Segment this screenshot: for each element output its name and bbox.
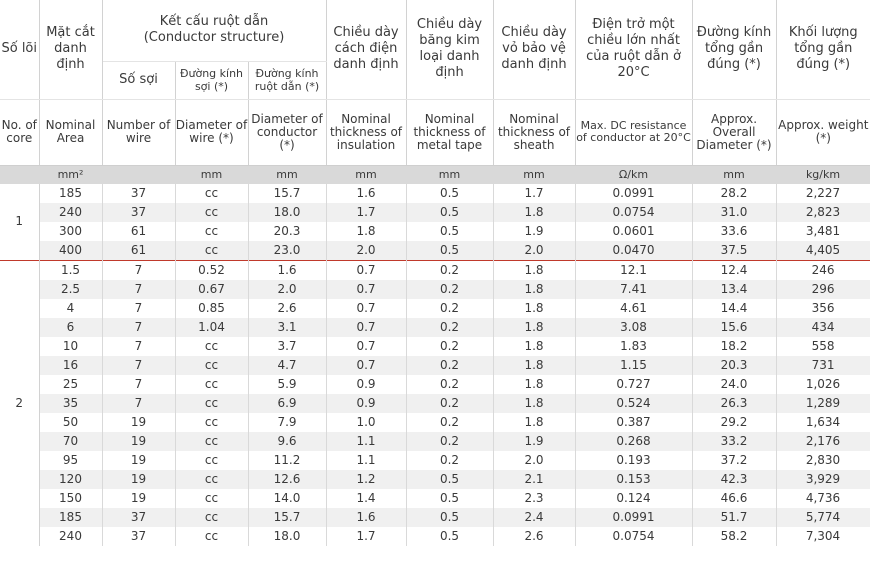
units-row [0, 165, 870, 184]
table-cell: 0.52 [175, 260, 248, 280]
table-cell: 0.524 [575, 394, 692, 413]
table-cell: 3.7 [248, 337, 326, 356]
table-cell: 2.3 [493, 489, 575, 508]
table-row [0, 413, 870, 432]
header-diameter-en: Approx. Overall Diameter (*) [692, 99, 776, 165]
table-cell: 7.9 [248, 413, 326, 432]
unit-cell: mm [406, 165, 493, 184]
table-cell: 1.7 [493, 184, 575, 203]
table-cell: 1.8 [326, 222, 406, 241]
table-row [0, 489, 870, 508]
table-cell: 2,227 [776, 184, 870, 203]
table-cell: 2.6 [493, 527, 575, 546]
header-resistance-vi: Điện trở một chiều lớn nhất của ruột dẫn ở 20°C [575, 0, 692, 99]
table-cell: 7 [102, 394, 175, 413]
table-row [0, 394, 870, 413]
unit-cell: Ω/km [575, 165, 692, 184]
table-cell: 0.7 [326, 337, 406, 356]
table-cell: 150 [39, 489, 102, 508]
table-cell: cc [175, 413, 248, 432]
table-cell: 1.6 [248, 260, 326, 280]
table-cell: 0.5 [406, 184, 493, 203]
table-cell: 1.6 [326, 184, 406, 203]
table-cell: 1.1 [326, 451, 406, 470]
table-cell: 1.5 [39, 260, 102, 280]
table-cell: 2.4 [493, 508, 575, 527]
table-cell: cc [175, 432, 248, 451]
table-cell: 23.0 [248, 241, 326, 261]
table-cell: 240 [39, 527, 102, 546]
table-row [0, 203, 870, 222]
table-cell: 1.1 [326, 432, 406, 451]
table-cell: 33.2 [692, 432, 776, 451]
table-cell: 11.2 [248, 451, 326, 470]
header-area-en: Nominal Area [39, 99, 102, 165]
table-cell: 434 [776, 318, 870, 337]
header-core-en: No. of core [0, 99, 39, 165]
header-diameter-vi: Đường kính tổng gần đúng (*) [692, 0, 776, 99]
table-cell: 51.7 [692, 508, 776, 527]
table-cell: 0.387 [575, 413, 692, 432]
unit-cell: mm [326, 165, 406, 184]
table-cell: 1.04 [175, 318, 248, 337]
table-cell: 0.0991 [575, 184, 692, 203]
table-cell: 1.7 [326, 527, 406, 546]
table-cell: 296 [776, 280, 870, 299]
table-cell: 19 [102, 489, 175, 508]
table-cell: 0.7 [326, 280, 406, 299]
header-wire-dia-vi: Đường kính sợi (*) [175, 61, 248, 99]
table-cell: 2,823 [776, 203, 870, 222]
table-cell: 0.727 [575, 375, 692, 394]
table-cell: 1.8 [493, 280, 575, 299]
table-cell: 0.2 [406, 432, 493, 451]
table-cell: 185 [39, 508, 102, 527]
unit-cell: mm² [39, 165, 102, 184]
table-cell: 1,026 [776, 375, 870, 394]
table-cell: 0.5 [406, 203, 493, 222]
header-weight-en: Approx. weight (*) [776, 99, 870, 165]
table-row [0, 508, 870, 527]
core-count-cell: 2 [0, 260, 39, 546]
table-cell: cc [175, 356, 248, 375]
table-row [0, 527, 870, 546]
table-cell: 0.7 [326, 299, 406, 318]
table-cell: 61 [102, 241, 175, 261]
table-cell: 0.2 [406, 413, 493, 432]
table-cell: 1,634 [776, 413, 870, 432]
table-cell: 0.2 [406, 299, 493, 318]
table-cell: cc [175, 184, 248, 203]
table-cell: 0.2 [406, 280, 493, 299]
table-cell: 26.3 [692, 394, 776, 413]
table-cell: 1.8 [493, 299, 575, 318]
table-cell: 0.5 [406, 470, 493, 489]
table-cell: 2.0 [493, 451, 575, 470]
table-cell: 0.0754 [575, 527, 692, 546]
table-row [0, 184, 870, 203]
table-cell: 14.0 [248, 489, 326, 508]
table-cell: 1.8 [493, 337, 575, 356]
table-cell: 0.0754 [575, 203, 692, 222]
table-cell: 19 [102, 470, 175, 489]
table-cell: 46.6 [692, 489, 776, 508]
table-cell: 120 [39, 470, 102, 489]
table-cell: 18.0 [248, 527, 326, 546]
table-cell: 2.0 [248, 280, 326, 299]
table-cell: 0.5 [406, 222, 493, 241]
table-cell: 4,736 [776, 489, 870, 508]
table-cell: 4,405 [776, 241, 870, 261]
table-cell: 15.6 [692, 318, 776, 337]
table-cell: 246 [776, 260, 870, 280]
table-cell: 7 [102, 375, 175, 394]
table-cell: 50 [39, 413, 102, 432]
table-cell: 1.7 [326, 203, 406, 222]
core-count-cell: 1 [0, 184, 39, 261]
header-tape-vi: Chiều dày băng kim loại danh định [406, 0, 493, 99]
table-cell: 0.268 [575, 432, 692, 451]
table-cell: 18.0 [248, 203, 326, 222]
table-cell: 2.6 [248, 299, 326, 318]
table-cell: 16 [39, 356, 102, 375]
table-cell: 240 [39, 203, 102, 222]
table-cell: 4.7 [248, 356, 326, 375]
table-cell: 0.7 [326, 356, 406, 375]
table-cell: cc [175, 375, 248, 394]
table-cell: 356 [776, 299, 870, 318]
table-cell: 0.193 [575, 451, 692, 470]
table-cell: 37 [102, 203, 175, 222]
table-cell: 95 [39, 451, 102, 470]
table-cell: 0.5 [406, 489, 493, 508]
header-insulation-en: Nominal thickness of insulation [326, 99, 406, 165]
table-cell: 0.0601 [575, 222, 692, 241]
table-cell: 37 [102, 184, 175, 203]
table-cell: 29.2 [692, 413, 776, 432]
table-cell: 18.2 [692, 337, 776, 356]
table-cell: 558 [776, 337, 870, 356]
table-cell: 0.0470 [575, 241, 692, 261]
table-cell: cc [175, 203, 248, 222]
table-row [0, 356, 870, 375]
table-cell: 12.1 [575, 260, 692, 280]
table-cell: 1.8 [493, 203, 575, 222]
table-row [0, 280, 870, 299]
table-cell: 0.2 [406, 375, 493, 394]
table-cell: 0.7 [326, 260, 406, 280]
table-cell: 1.9 [493, 432, 575, 451]
table-row [0, 470, 870, 489]
header-wire-dia-en: Diameter of wire (*) [175, 99, 248, 165]
table-cell: cc [175, 489, 248, 508]
table-cell: 13.4 [692, 280, 776, 299]
table-cell: 0.85 [175, 299, 248, 318]
table-cell: 1.2 [326, 470, 406, 489]
table-cell: 1.8 [493, 413, 575, 432]
table-cell: 1.9 [493, 222, 575, 241]
table-cell: 0.5 [406, 241, 493, 261]
unit-cell [0, 165, 39, 184]
table-cell: 9.6 [248, 432, 326, 451]
table-cell: 0.153 [575, 470, 692, 489]
table-cell: 0.5 [406, 527, 493, 546]
table-cell: 4 [39, 299, 102, 318]
table-cell: 35 [39, 394, 102, 413]
table-cell: 19 [102, 413, 175, 432]
header-wires-vi: Số sợi [102, 61, 175, 99]
table-cell: 6 [39, 318, 102, 337]
table-cell: 3,929 [776, 470, 870, 489]
table-row [0, 432, 870, 451]
table-cell: 7 [102, 318, 175, 337]
table-cell: 0.2 [406, 318, 493, 337]
table-cell: 20.3 [248, 222, 326, 241]
table-cell: 7 [102, 299, 175, 318]
unit-cell: mm [493, 165, 575, 184]
header-cond-dia-vi: Đường kính ruột dẫn (*) [248, 61, 326, 99]
unit-cell: mm [692, 165, 776, 184]
table-cell: 0.0991 [575, 508, 692, 527]
table-cell: 37.5 [692, 241, 776, 261]
table-cell: 15.7 [248, 508, 326, 527]
table-cell: 37 [102, 508, 175, 527]
header-sheath-en: Nominal thickness of sheath [493, 99, 575, 165]
table-cell: 19 [102, 432, 175, 451]
header-structure [102, 0, 326, 61]
table-cell: 7 [102, 260, 175, 280]
table-cell: 7 [102, 280, 175, 299]
table-cell: 1.8 [493, 375, 575, 394]
table-cell: 10 [39, 337, 102, 356]
table-cell: 2.0 [493, 241, 575, 261]
table-cell: 0.124 [575, 489, 692, 508]
table-cell: 2.5 [39, 280, 102, 299]
table-cell: cc [175, 241, 248, 261]
unit-cell [102, 165, 175, 184]
header-sheath-vi: Chiều dày vỏ bảo vệ danh định [493, 0, 575, 99]
table-cell: cc [175, 451, 248, 470]
table-cell: 3,481 [776, 222, 870, 241]
table-row [0, 375, 870, 394]
table-cell: 0.2 [406, 337, 493, 356]
table-cell: 1.8 [493, 318, 575, 337]
table-cell: 7,304 [776, 527, 870, 546]
table-row [0, 337, 870, 356]
table-cell: 2,830 [776, 451, 870, 470]
table-cell: 20.3 [692, 356, 776, 375]
table-cell: 1.83 [575, 337, 692, 356]
header-wires-en: Number of wire [102, 99, 175, 165]
table-row [0, 222, 870, 241]
table-cell: 1.6 [326, 508, 406, 527]
table-row [0, 318, 870, 337]
table-cell: 37 [102, 527, 175, 546]
table-cell: 3.1 [248, 318, 326, 337]
header-insulation-vi: Chiều dày cách điện danh định [326, 0, 406, 99]
header-weight-vi: Khối lượng tổng gần đúng (*) [776, 0, 870, 99]
table-cell: 15.7 [248, 184, 326, 203]
table-cell: 400 [39, 241, 102, 261]
table-cell: cc [175, 470, 248, 489]
header-core-vi: Số lõi [0, 0, 39, 99]
header-area-vi: Mặt cắt danh định [39, 0, 102, 99]
table-cell: 3.08 [575, 318, 692, 337]
table-cell: 25 [39, 375, 102, 394]
table-cell: cc [175, 527, 248, 546]
table-cell: 0.67 [175, 280, 248, 299]
header-cond-dia-en: Diameter of conductor (*) [248, 99, 326, 165]
table-cell: 24.0 [692, 375, 776, 394]
table-cell: 19 [102, 451, 175, 470]
table-cell: 6.9 [248, 394, 326, 413]
table-cell: cc [175, 337, 248, 356]
table-cell: 31.0 [692, 203, 776, 222]
header-resistance-en: Max. DC resistance of conductor at 20°C [575, 99, 692, 165]
table-cell: 1.4 [326, 489, 406, 508]
table-cell: 28.2 [692, 184, 776, 203]
table-cell: 0.2 [406, 394, 493, 413]
table-cell: 33.6 [692, 222, 776, 241]
table-body [0, 184, 870, 546]
table-cell: 2,176 [776, 432, 870, 451]
table-cell: 42.3 [692, 470, 776, 489]
unit-cell: kg/km [776, 165, 870, 184]
table-cell: 1.8 [493, 394, 575, 413]
table-cell: cc [175, 508, 248, 527]
table-cell: 7 [102, 337, 175, 356]
table-cell: 14.4 [692, 299, 776, 318]
unit-cell: mm [175, 165, 248, 184]
table-row [0, 451, 870, 470]
table-cell: 2.1 [493, 470, 575, 489]
table-cell: 0.2 [406, 451, 493, 470]
header-tape-en: Nominal thickness of metal tape [406, 99, 493, 165]
table-cell: 1.0 [326, 413, 406, 432]
header-structure-vi: Kết cấu ruột dẫn [159, 14, 269, 30]
table-cell: 1.8 [493, 356, 575, 375]
table-cell: 7 [102, 356, 175, 375]
table-row [0, 241, 870, 261]
table-cell: 300 [39, 222, 102, 241]
table-row [0, 299, 870, 318]
table-row [0, 260, 870, 280]
table-cell: 37.2 [692, 451, 776, 470]
table-cell: 0.2 [406, 356, 493, 375]
unit-cell: mm [248, 165, 326, 184]
table-cell: 12.6 [248, 470, 326, 489]
table-cell: 0.2 [406, 260, 493, 280]
table-cell: 12.4 [692, 260, 776, 280]
table-cell: 0.9 [326, 375, 406, 394]
table-cell: 7.41 [575, 280, 692, 299]
table-cell: 70 [39, 432, 102, 451]
table-cell: 0.5 [406, 508, 493, 527]
table-cell: 2.0 [326, 241, 406, 261]
table-cell: 0.9 [326, 394, 406, 413]
table-cell: 58.2 [692, 527, 776, 546]
table-cell: 61 [102, 222, 175, 241]
header-structure-en: (Conductor structure) [143, 30, 285, 46]
table-cell: cc [175, 222, 248, 241]
table-cell: 185 [39, 184, 102, 203]
table-cell: cc [175, 394, 248, 413]
table-cell: 0.7 [326, 318, 406, 337]
table-cell: 4.61 [575, 299, 692, 318]
table-cell: 731 [776, 356, 870, 375]
table-cell: 1.15 [575, 356, 692, 375]
table-cell: 1,289 [776, 394, 870, 413]
table-cell: 5.9 [248, 375, 326, 394]
table-cell: 1.8 [493, 260, 575, 280]
table-cell: 5,774 [776, 508, 870, 527]
